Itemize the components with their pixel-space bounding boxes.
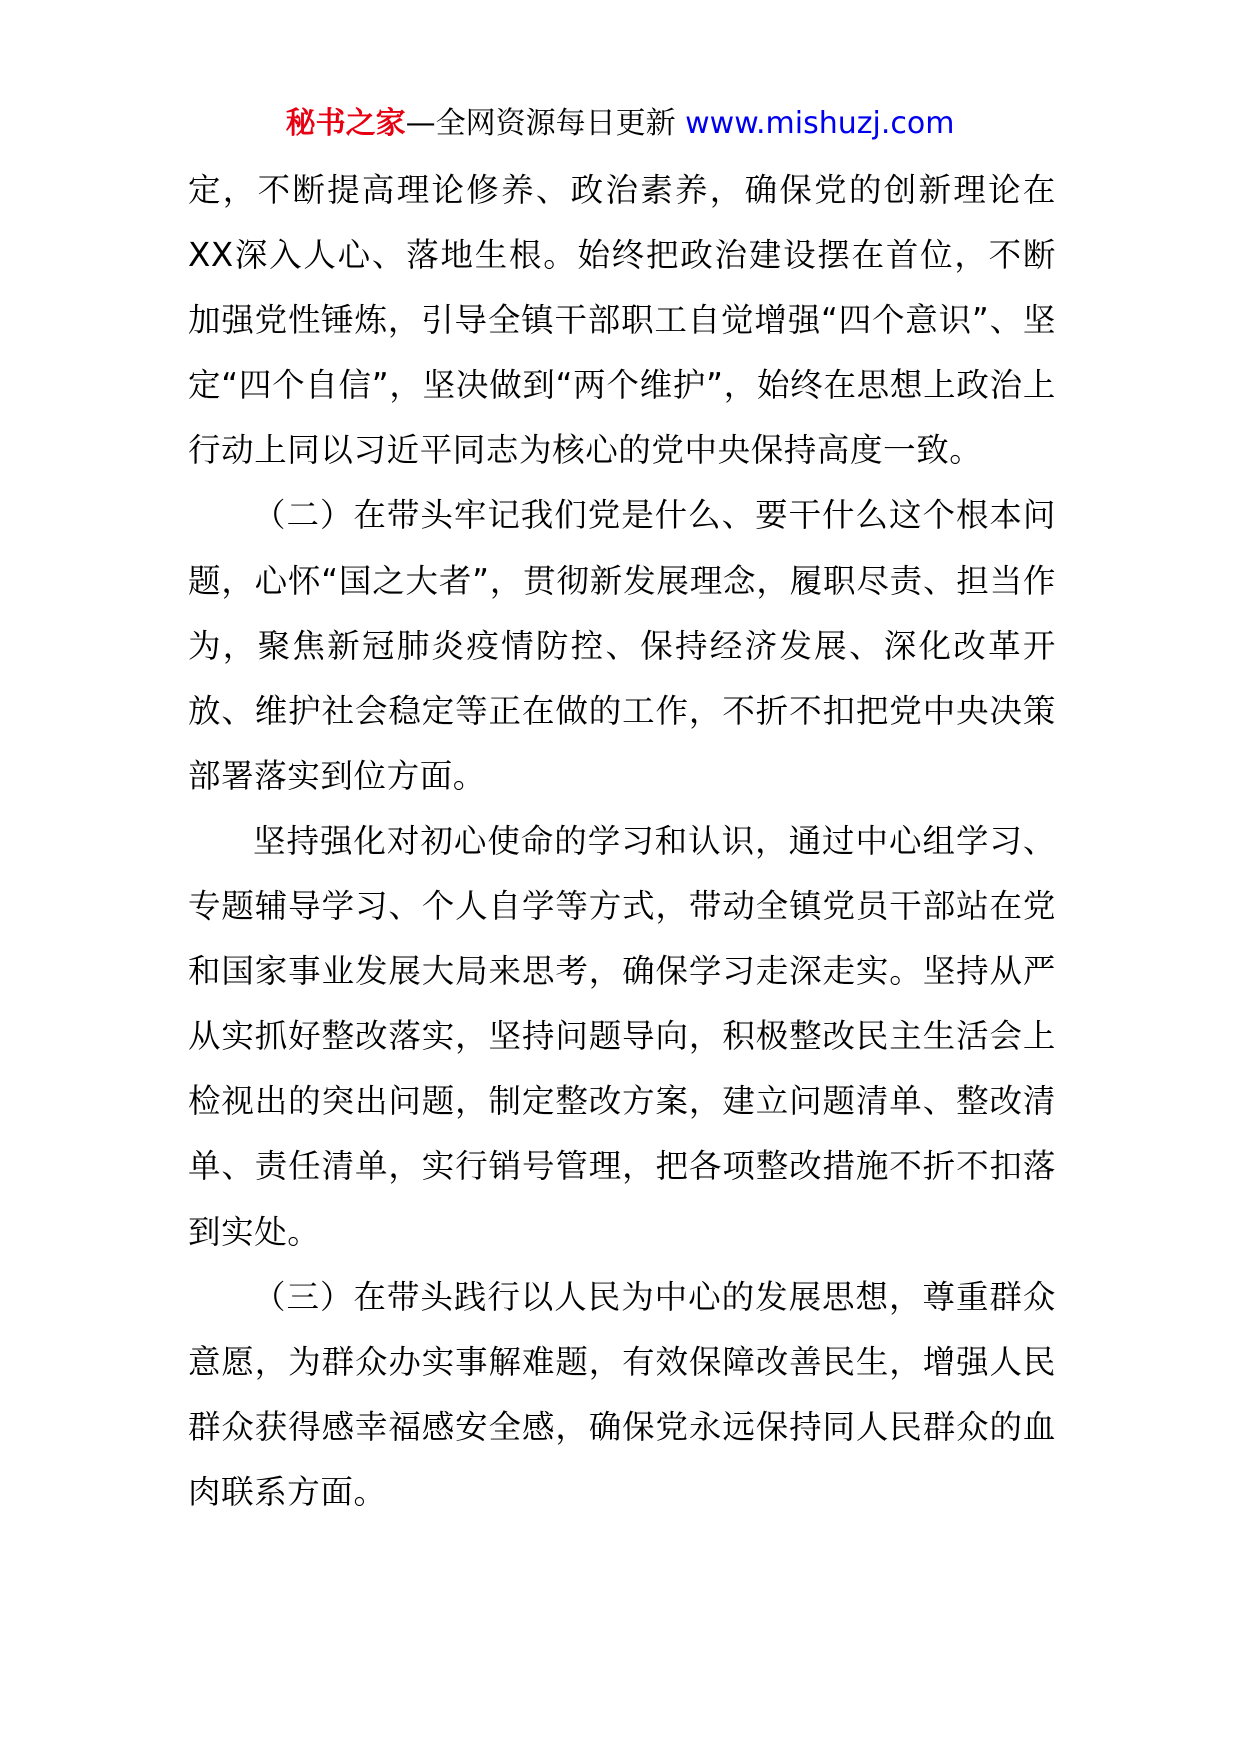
header-url-link[interactable]: www.mishuzj.com (685, 106, 955, 141)
header-slogan: —全网资源每日更新 (405, 106, 686, 141)
document-body (188, 158, 1056, 1525)
header-brand: 秘书之家 (285, 106, 406, 141)
page-header (0, 102, 1240, 146)
paragraph-section-two-heading: （二）在带头牢记我们党是什么、要干什么这个根本问题，心怀“国之大者”，贯彻新发展理念，履职尽责、担当作为，聚焦新冠肺炎疫情防控、保持经济发展、深化改革开放、维护社会稳定等正在做的工作，不折不扣把党中央决策部署落实到位方面。 (188, 496, 1056, 795)
paragraph-section-three-heading: （三）在带头践行以人民为中心的发展思想，尊重群众意愿，为群众办实事解难题，有效保障改善民生，增强人民群众获得感幸福感安全感，确保党永远保持同人民群众的血肉联系方面。 (188, 1277, 1056, 1511)
paragraph-continuation: 定，不断提高理论修养、政治素养，确保党的创新理论在XX深入人心、落地生根。始终把政治建设摆在首位，不断加强党性锤炼，引导全镇干部职工自觉增强“四个意识”、坚定“四个自信”，坚决做到“两个维护”，始终在思想上政治上行动上同以习近平同志为核心的党中央保持高度一致。 (188, 171, 1056, 470)
paragraph-section-two-body: 坚持强化对初心使命的学习和认识，通过中心组学习、专题辅导学习、个人自学等方式，带动全镇党员干部站在党和国家事业发展大局来思考，确保学习走深走实。坚持从严从实抓好整改落实，坚持问题导向，积极整改民主生活会上检视出的突出问题，制定整改方案，建立问题清单、整改清单、责任清单，实行销号管理，把各项整改措施不折不扣落到实处。 (188, 821, 1056, 1251)
